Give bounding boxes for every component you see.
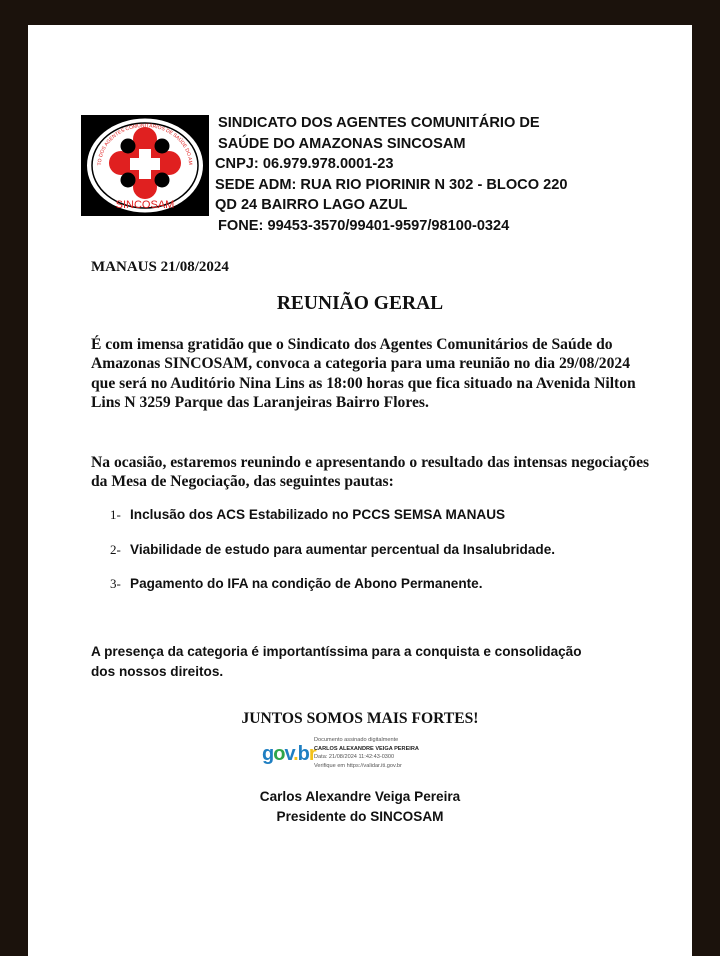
signer-block	[28, 787, 692, 826]
signature-verify-link[interactable]: Verifique em https://validar.iti.gov.br	[314, 762, 402, 769]
logo-text: SINCOSAM	[115, 199, 175, 211]
agenda-list	[110, 506, 555, 610]
org-name-line1: SINDICATO DOS AGENTES COMUNITÁRIO DE	[218, 115, 540, 131]
agenda-item-text: Viabilidade de estudo para aumentar percentual da Insalubridade.	[130, 541, 556, 557]
sincosam-logo	[81, 115, 209, 216]
phone: FONE: 99453-3570/99401-9597/98100-0324	[218, 217, 510, 234]
agenda-item-number: 1-	[110, 507, 121, 522]
closing-statement: A presença da categoria é importantíssima para a conquista e consolidação dos nossos direitos.	[91, 644, 582, 679]
address-line1: SEDE ADM: RUA RIO PIORINIR N 302 - BLOCO 220	[215, 176, 568, 193]
document-title: REUNIÃO GERAL	[276, 293, 444, 314]
signer-name: Carlos Alexandre Veiga Pereira	[259, 789, 461, 804]
digital-signature-stamp	[314, 736, 419, 770]
logo-ring-text: TO DOS AGENTES COMUNITÁRIOS DE SAÚDE DO AM	[96, 122, 194, 166]
paragraph-agenda-intro: Na ocasião, estaremos reunindo e apresentando o resultado das intensas negociações da Mesa de Negociação, das seguintes pautas:	[91, 454, 650, 491]
slogan: JUNTOS SOMOS MAIS FORTES!	[241, 710, 479, 727]
agenda-item	[110, 541, 555, 576]
document-page	[28, 25, 692, 956]
govbr-logo: gov.br	[262, 743, 316, 765]
agenda-item	[110, 575, 555, 610]
cnpj: CNPJ: 06.979.978.0001-23	[215, 156, 394, 173]
agenda-item-text: Pagamento do IFA na condição de Abono Permanente.	[130, 576, 483, 591]
agenda-item	[110, 506, 555, 541]
address-line2: QD 24 BAIRRO LAGO AZUL	[215, 197, 408, 214]
date-line: MANAUS 21/08/2024	[91, 259, 229, 275]
org-name-line2: SAÚDE DO AMAZONAS SINCOSAM	[218, 135, 466, 152]
agenda-item-text: Inclusão dos ACS Estabilizado no PCCS SEMSA MANAUS	[130, 507, 506, 522]
signature-heading: Documento assinado digitalmente	[314, 737, 399, 743]
signature-name: CARLOS ALEXANDRE VEIGA PEREIRA	[314, 745, 419, 752]
signer-role: Presidente do SINCOSAM	[276, 808, 444, 824]
letterhead-text	[215, 113, 567, 237]
signature-date: Data: 21/08/2024 11:42:43-0300	[314, 754, 395, 761]
agenda-item-number: 3-	[110, 576, 121, 591]
agenda-item-number: 2-	[110, 541, 121, 557]
paragraph-invitation: É com imensa gratidão que o Sindicato dos Agentes Comunitários de Saúde do Amazonas SINCOSAM, convoca a categoria para uma reunião no dia 29/08/2024 que será no Auditório Nina Lins as 18:00 horas que fica situado na Avenida Nilton Lins N 3259 Parque das Laranjeiras Bairro Flores.	[91, 336, 636, 411]
